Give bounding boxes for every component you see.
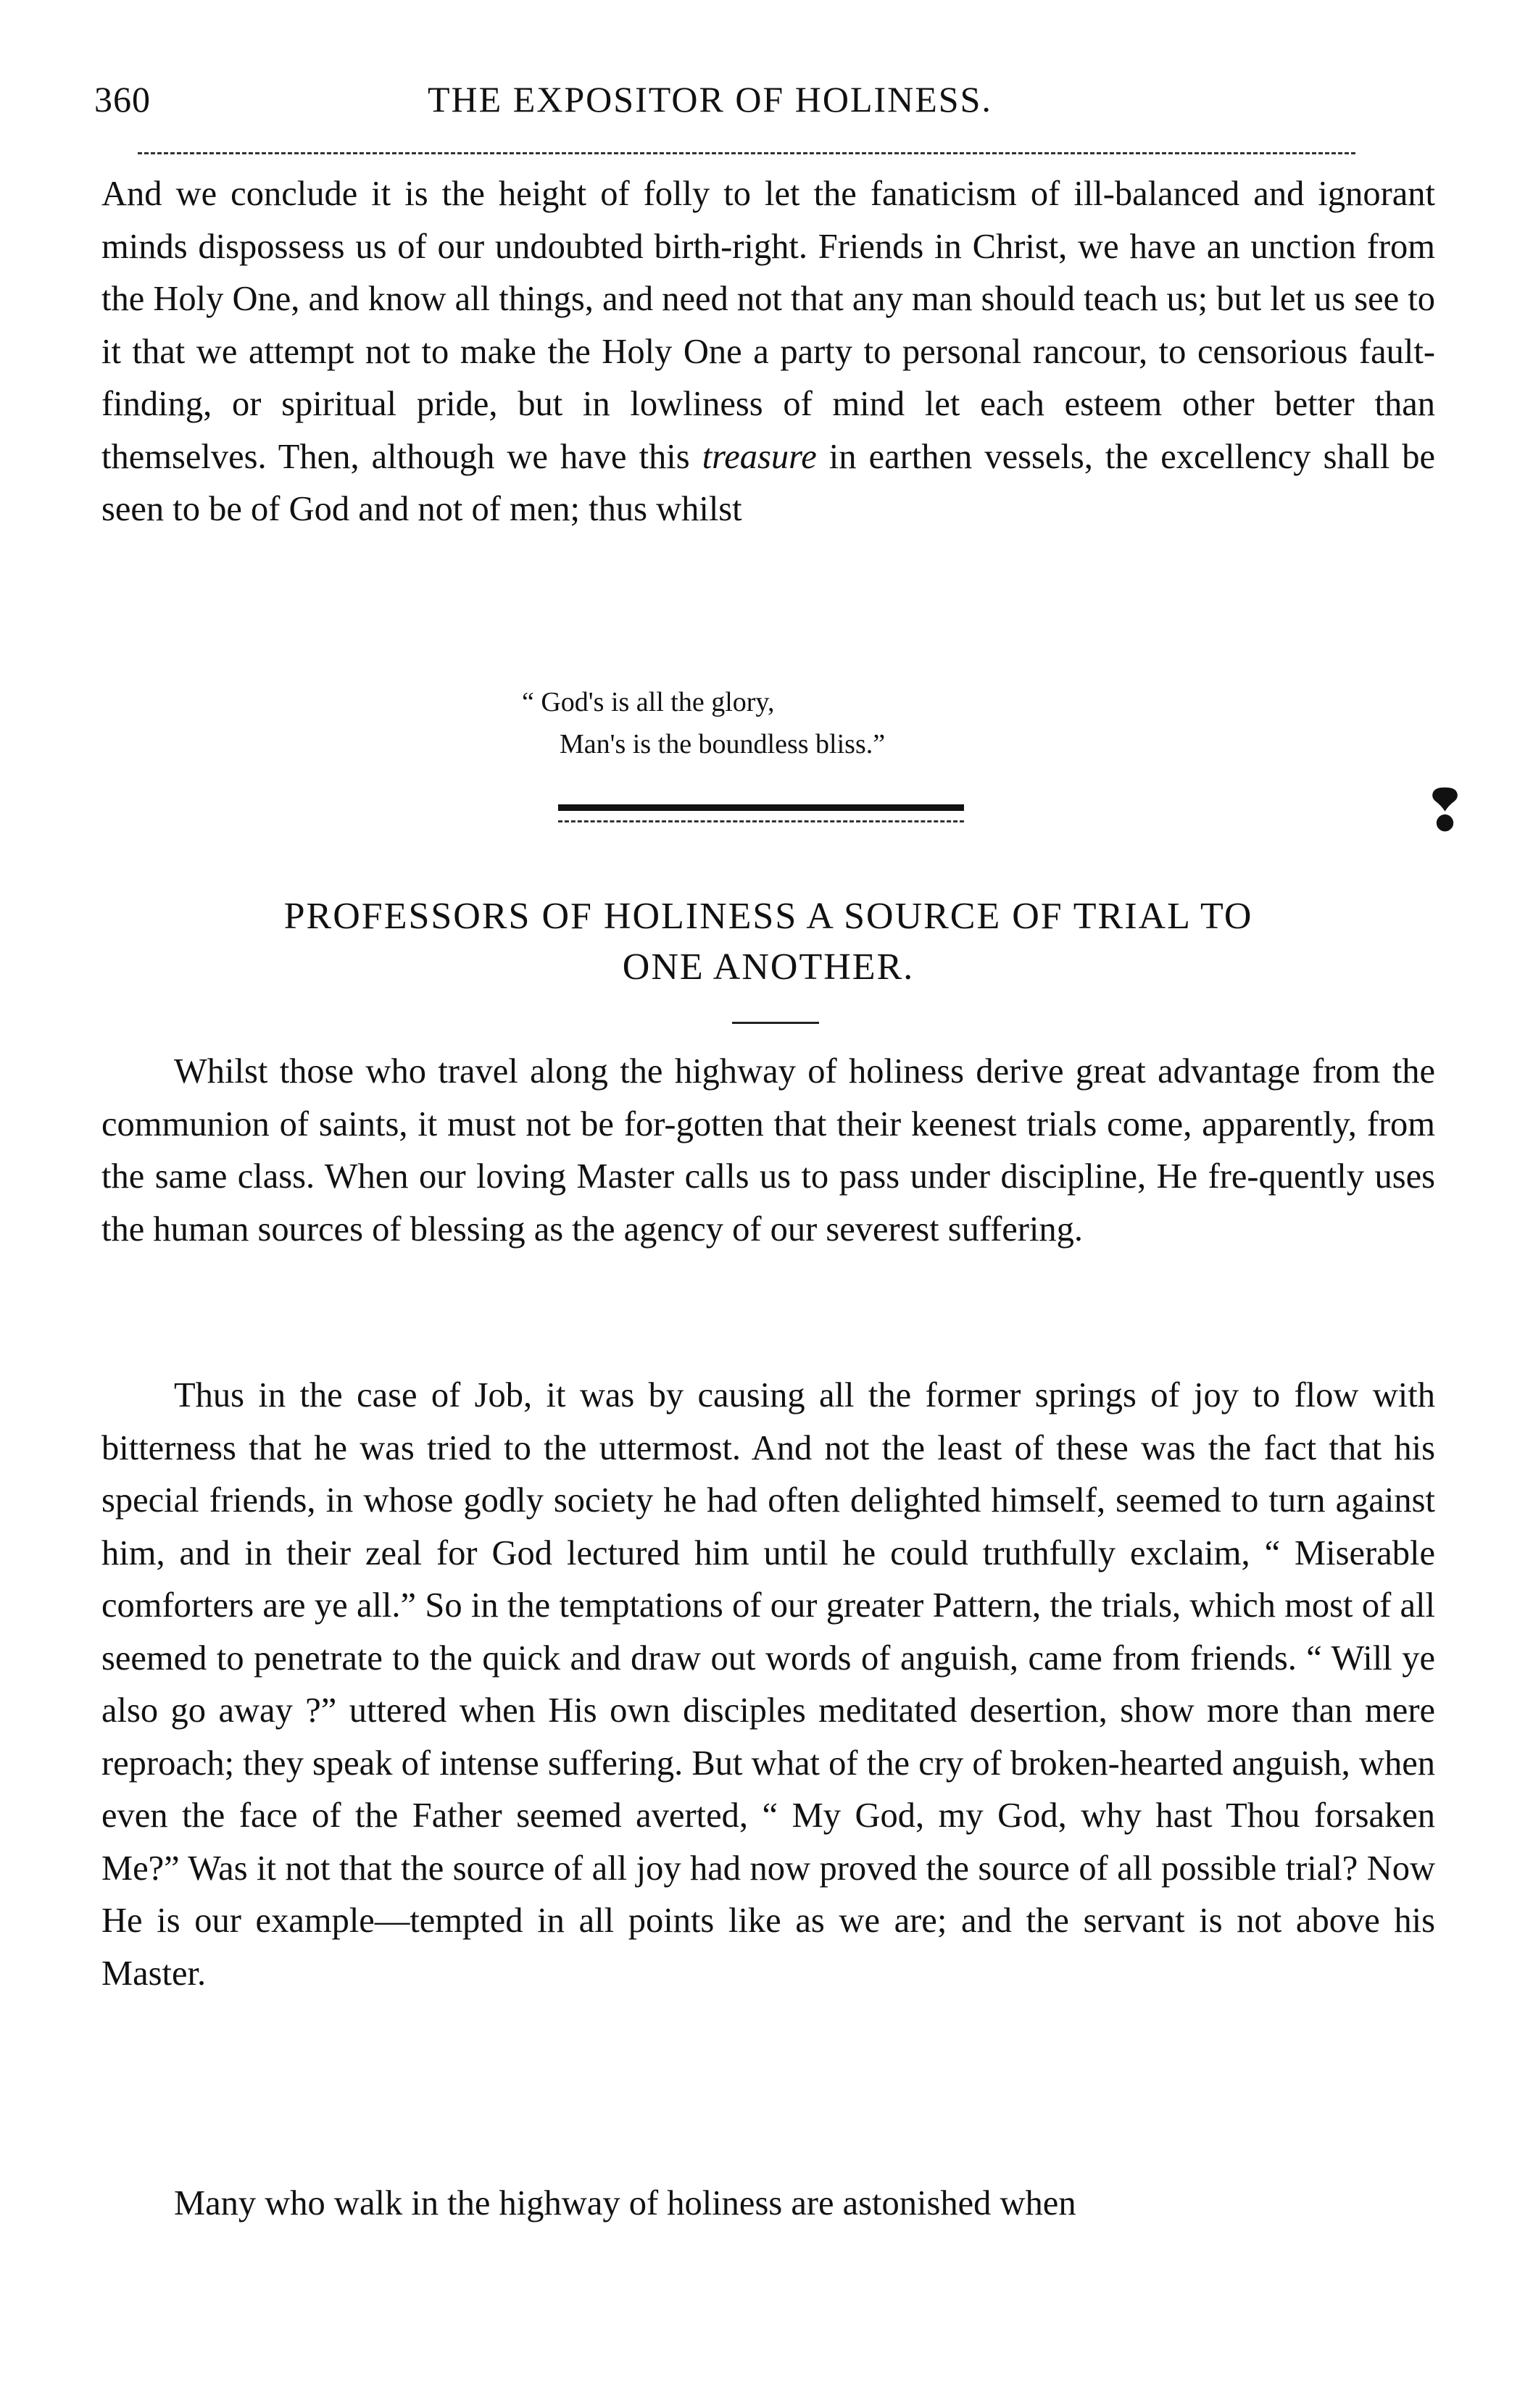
title-rule xyxy=(732,1022,819,1024)
page-number: 360 xyxy=(94,79,151,120)
verse-line-2: Man's is the boundless bliss.” xyxy=(560,729,886,759)
emphasized-word: treasure xyxy=(702,437,817,476)
margin-mark: ❢ xyxy=(1421,780,1470,843)
article-paragraph-1: Whilst those who travel along the highway of holiness derive great advantage from the communion of saints, it must not be for-gotten that their keenest trials come, apparently, from the same class. When our loving Master calls us to pass under discipline, He fre-quently uses the human sources of blessing as the agency of our severest suffering. xyxy=(101,1052,1435,1249)
header-rule xyxy=(138,152,1355,154)
divider-thick-rule xyxy=(558,804,964,811)
divider-thin-rule xyxy=(558,820,964,822)
paragraph-text-end: in earthen vessels, the excellency shall be seen to be of God and not of men; thus whilst xyxy=(101,437,1435,528)
article-title xyxy=(101,891,1435,993)
article-paragraph-3: Many who walk in the highway of holiness are astonished when xyxy=(174,2184,1076,2222)
section-divider xyxy=(558,804,964,826)
article-title-line-1: PROFESSORS OF HOLINESS A SOURCE OF TRIAL TO xyxy=(283,896,1253,937)
article-paragraph-2: Thus in the case of Job, it was by causing all the former springs of joy to flow with bitterness that he was tried to the uttermost. And not the least of these was the fact that his special friends, in whose godly society he had often delighted himself, seemed to turn against him, and in their zeal for God lectured him until he could truthfully exclaim, “ Miserable comforters are ye all.” So in the temptations of our greater Pattern, the trials, which most of all seemed to penetrate to the quick and draw out words of anguish, came from friends. “ Will ye also go away ?” uttered when His own disciples meditated desertion, show more than mere reproach; they speak of intense suffering. But what of the cry of broken-hearted anguish, when even the face of the Father seemed averted, “ My God, my God, why hast Thou forsaken Me?” Was it not that the source of all joy had now proved the source of all possible trial? Now He is our example—tempted in all points like as we are; and the servant is not above his Master. xyxy=(101,1376,1435,1993)
paragraph-text: And we conclude it is the height of folly to let the fanaticism of ill-balanced and ignorant minds dispossess us of our undoubted birth-right. Friends in Christ, we have an unction from the Holy One, and know all things, and need not that any man should teach us; but let us see to it that we attempt not to make the Holy One a party to personal rancour, to censorious fault-finding, or spiritual pride, but in lowliness of mind let each esteem other better than themselves. Then, although we have this xyxy=(101,175,1435,476)
continued-paragraph xyxy=(101,168,1435,536)
running-title: THE EXPOSITOR OF HOLINESS. xyxy=(428,79,992,120)
verse-line-1: “ God's is all the glory, xyxy=(522,687,775,717)
article-title-line-2: ONE ANOTHER. xyxy=(622,946,915,988)
page-header xyxy=(94,78,1435,129)
verse-quote xyxy=(522,681,885,765)
